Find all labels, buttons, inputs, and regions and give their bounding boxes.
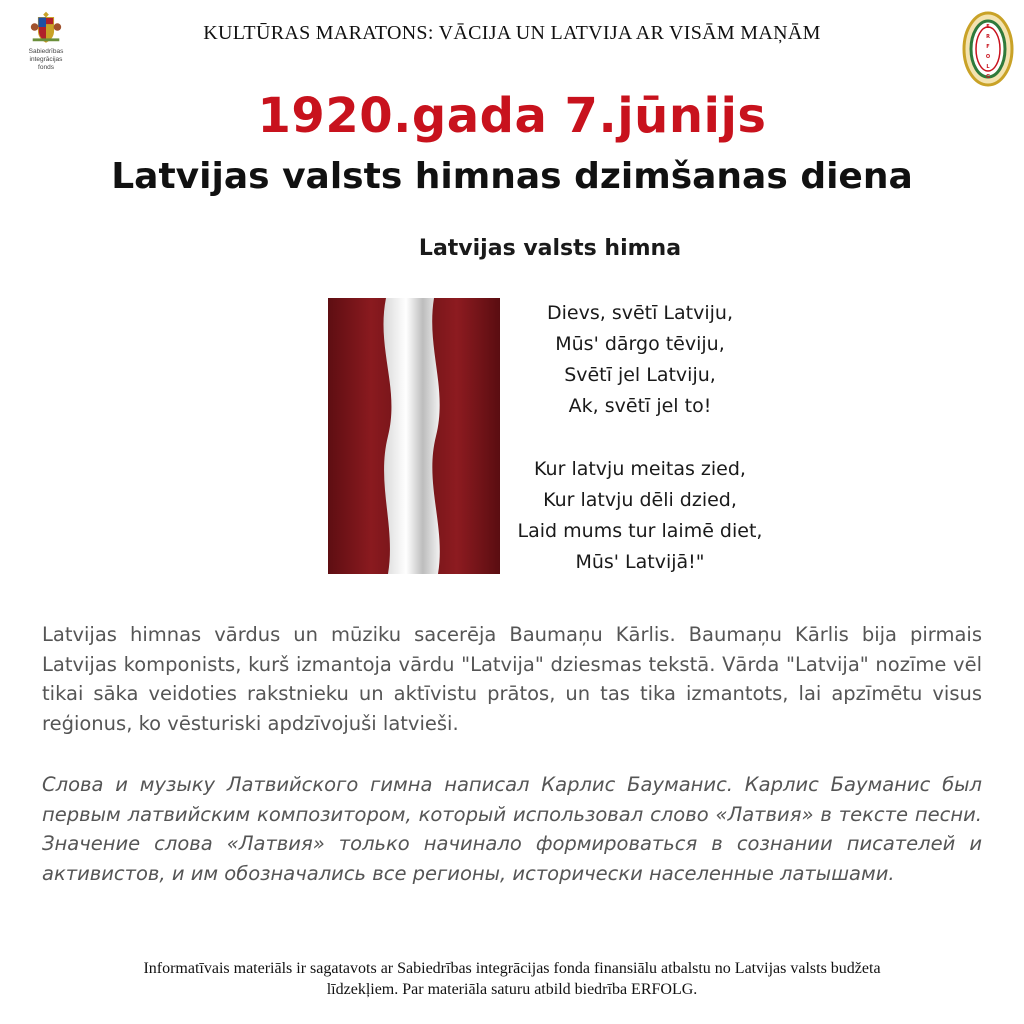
lyric-line: Dievs, svētī Latviju, xyxy=(547,302,733,324)
erfolg-letter-g: G xyxy=(985,74,991,80)
date-title: 1920.gada 7.jūnijs xyxy=(257,88,767,144)
erfolg-letter-e: E xyxy=(986,24,990,30)
paragraph-russian: Слова и музыку Латвийского гимна написал Карлис Бауманис. Карлис Бауманис был первым латвийским композитором, который использовал слово «Латвия» в тексте песни. Значение слова «Латвия» только начинало формироваться в сознании писателей и активистов, и им обозначались все регионы, исторически населенные латышами. xyxy=(42,773,982,885)
sif-logo-text-1: Sabiedrības integrācijas xyxy=(28,48,64,63)
anthem-title: Latvijas valsts himna xyxy=(418,236,682,261)
latvia-coat-of-arms-icon xyxy=(27,8,65,46)
sif-logo xyxy=(12,8,80,71)
header-title: KULTŪRAS MARATONS: VĀCIJA UN LATVIJA AR VISĀM MAŅĀM xyxy=(203,22,821,44)
lyrics-stanza-2 xyxy=(500,454,780,578)
erfolg-letter-o: O xyxy=(985,54,991,60)
lyrics-stanza-1 xyxy=(500,298,780,422)
erfolg-letter-f: F xyxy=(986,44,990,50)
lyric-line: Svētī jel Latviju, xyxy=(564,364,716,386)
lyric-line: Mūs' dārgo tēviju, xyxy=(555,333,725,355)
latvian-flag-image xyxy=(328,298,500,574)
erfolg-logo-icon xyxy=(960,8,1016,90)
lyric-line: Ak, svētī jel to! xyxy=(568,395,712,417)
paragraph-latvian: Latvijas himnas vārdus un mūziku sacerēja Baumaņu Kārlis. Baumaņu Kārlis bija pirmais Latvijas komponists, kurš izmantoja vārdu "Latvija" dziesmas tekstā. Vārda "Latvija" nozīme vēl tikai sāka veidoties rakstnieku un aktīvistu prātos, un tas tika izmantots, lai apzīmētu visus reģionus, ko vēsturiski apdzīvojuši latvieši. xyxy=(42,623,982,735)
lyric-line: Kur latvju meitas zied, xyxy=(534,458,746,480)
lyric-line: Kur latvju dēli dzied, xyxy=(543,489,737,511)
erfolg-letter-r: R xyxy=(986,34,990,40)
lyric-line: Mūs' Latvijā!" xyxy=(575,551,705,573)
sif-logo-text-2: fonds xyxy=(38,64,54,71)
footer-note xyxy=(20,958,1004,1000)
footer-line-1: Informatīvais materiāls ir sagatavots ar Sabiedrības integrācijas fonda finansiālu atbalstu no Latvijas valsts budžeta xyxy=(143,960,881,977)
anthem-lyrics xyxy=(500,298,780,610)
footer-line-2: līdzekļiem. Par materiāla saturu atbild biedrība ERFOLG. xyxy=(326,981,698,998)
erfolg-letter-l: L xyxy=(986,64,990,70)
lyric-line: Laid mums tur laimē diet, xyxy=(517,520,763,542)
page-subtitle: Latvijas valsts himnas dzimšanas diena xyxy=(111,156,913,197)
